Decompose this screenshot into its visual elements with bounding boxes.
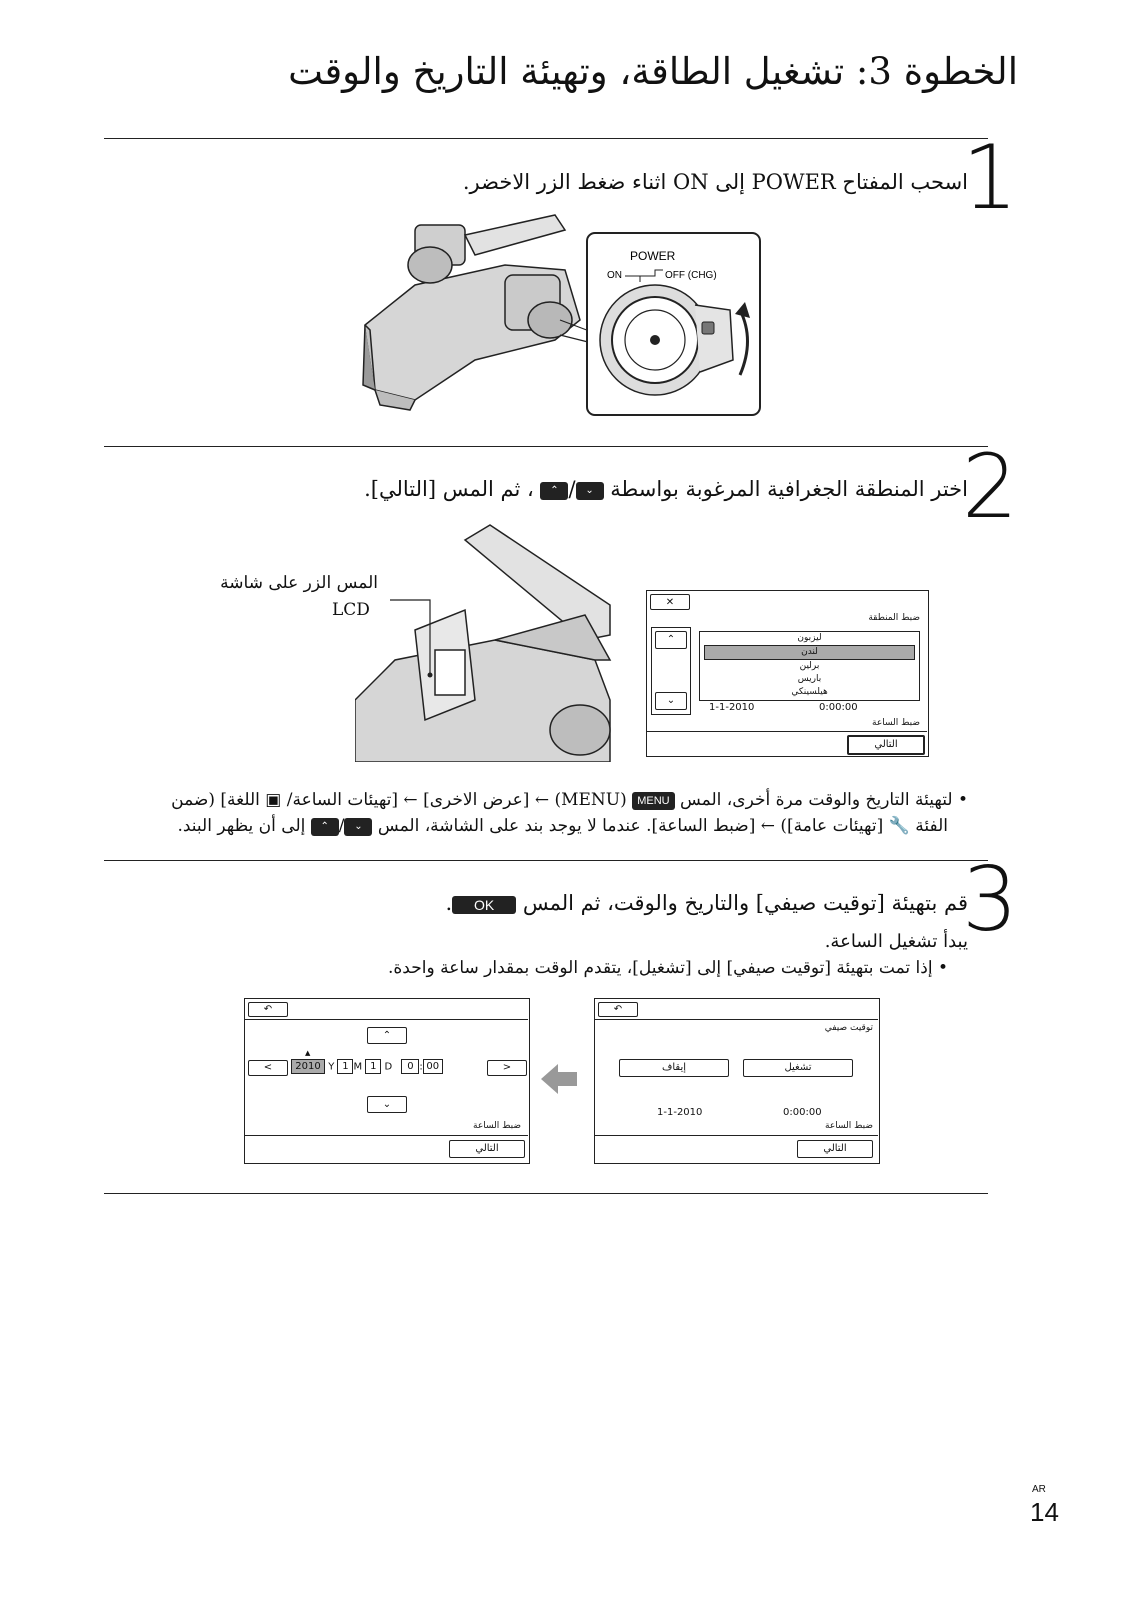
divider: [595, 1135, 878, 1136]
step-number: 3: [962, 848, 1018, 951]
year-unit: Y: [328, 1061, 335, 1073]
note-text: الفئة: [915, 816, 948, 836]
callout-text: المس الزر على شاشة: [220, 573, 378, 593]
power-label: POWER: [630, 249, 676, 263]
time-readout: 0:00:00: [783, 1107, 822, 1118]
on-label: ON: [607, 270, 622, 281]
divider: [104, 138, 988, 139]
date-entry-screen: [244, 998, 530, 1164]
divider: [104, 1193, 988, 1194]
callout-lcd: LCD: [332, 600, 370, 620]
colon: :: [419, 1061, 423, 1073]
note-text: إلى أن يظهر البند.: [177, 816, 306, 836]
up-button[interactable]: ⌃: [367, 1027, 407, 1044]
day-field[interactable]: 1: [365, 1059, 381, 1074]
step3-text-after: .: [445, 891, 453, 915]
date-readout: 1-1-2010: [709, 702, 755, 713]
off-button[interactable]: إيقاف: [619, 1059, 729, 1077]
scroll-down-button[interactable]: ⌄: [655, 692, 687, 710]
note-text: [تهيئات عامة]) ← [ضبط الساعة]. عندما لا يوجد بند على الشاشة، المس: [377, 816, 884, 836]
divider: [245, 1135, 528, 1136]
year-field[interactable]: 2010: [291, 1059, 325, 1074]
step2-text-before: اختر المنطقة الجغرافية المرغوبة بواسطة: [610, 477, 968, 501]
up-arrow-icon: ⌃: [311, 818, 339, 836]
clock-label: ضبط الساعة: [825, 1121, 873, 1131]
list-item[interactable]: هيلسينكي: [791, 687, 828, 697]
scroll-up-button[interactable]: ⌃: [655, 631, 687, 649]
step2-note-line1: [171, 790, 968, 810]
minute-field[interactable]: 00: [423, 1059, 443, 1074]
down-button[interactable]: ⌄: [367, 1096, 407, 1113]
back-button[interactable]: ↶: [248, 1002, 288, 1017]
divider: [595, 1019, 878, 1020]
step2-text-after: ، ثم المس [التالي].: [364, 477, 534, 501]
step2-note-line2: الفئة 🔧 [تهيئات عامة]) ← [ضبط الساعة]. عندما لا يوجد بند على الشاشة، المس ⌄/⌃ إلى أن يظهر البند.: [177, 816, 948, 836]
list-item[interactable]: برلين: [799, 661, 820, 671]
day-unit: D: [384, 1061, 393, 1073]
off-label: OFF (CHG): [665, 270, 717, 281]
left-button[interactable]: <: [248, 1060, 288, 1076]
dst-screen: [594, 998, 880, 1164]
language-code: AR: [1032, 1484, 1046, 1495]
camcorder-lcd-illustration: [355, 520, 615, 762]
step1-instruction: اسحب المفتاح POWER إلى ON اثناء ضغط الزر الاخضر.: [462, 170, 968, 194]
note-text: اللغة] (ضمن: [171, 790, 260, 810]
list-item[interactable]: باريس: [797, 674, 822, 684]
step3-text-before: قم بتهيئة [توقيت صيفي] والتاريخ والوقت، ثم المس: [522, 891, 968, 915]
divider: [104, 860, 988, 861]
time-readout: 0:00:00: [819, 702, 858, 713]
step2-instruction: [364, 477, 968, 501]
back-button[interactable]: ↶: [598, 1002, 638, 1017]
date-readout: 1-1-2010: [657, 1107, 703, 1118]
ok-chip: OK: [452, 896, 516, 914]
city-list: [699, 631, 920, 701]
next-button[interactable]: التالي: [449, 1140, 525, 1158]
selection-caret-icon: ▲: [305, 1049, 311, 1057]
month-unit: M: [353, 1061, 363, 1073]
date-fields: [291, 1059, 443, 1074]
list-item[interactable]: ليزبون: [797, 633, 822, 643]
close-button[interactable]: ✕: [650, 594, 690, 610]
divider: [245, 1019, 528, 1020]
on-button[interactable]: تشغيل: [743, 1059, 853, 1077]
right-button[interactable]: >: [487, 1060, 527, 1076]
divider: [647, 731, 927, 732]
camcorder-power-illustration: [355, 210, 775, 422]
step3-sub1: يبدأ تشغيل الساعة.: [824, 931, 968, 952]
page-number: 14: [1030, 1497, 1059, 1527]
down-arrow-icon: ⌄: [344, 818, 372, 836]
clock-label: ضبط الساعة: [473, 1121, 521, 1131]
region-settings-screen: [646, 590, 929, 757]
step3-sub2: • إذا تمت بتهيئة [توقيت صيفي] إلى [تشغيل]، يتقدم الوقت بمقدار ساعة واحدة.: [388, 958, 948, 978]
note-text: (MENU) ← [عرض الاخرى] ← [تهيئات الساعة/: [286, 790, 627, 810]
menu-chip: MENU: [632, 792, 674, 810]
hour-field[interactable]: 0: [401, 1059, 419, 1074]
step3-instruction: [445, 891, 968, 915]
next-button[interactable]: التالي: [797, 1140, 873, 1158]
separator: /: [568, 477, 576, 501]
arrow-left-icon: [541, 1062, 579, 1096]
page-title: الخطوة 3: تشغيل الطاقة، وتهيئة التاريخ والوقت: [288, 50, 1018, 93]
down-arrow-icon: ⌄: [576, 482, 604, 500]
dst-title: توقيت صيفي: [824, 1023, 873, 1033]
month-field[interactable]: 1: [337, 1059, 353, 1074]
up-arrow-icon: ⌃: [540, 482, 568, 500]
step-number: 1: [962, 126, 1018, 229]
region-title: ضبط المنطقة: [868, 613, 920, 623]
language-icon: ▣: [265, 790, 282, 810]
divider: [104, 446, 988, 447]
step-number: 2: [962, 435, 1018, 538]
next-button[interactable]: التالي: [847, 735, 925, 755]
note-text: • لتهيئة التاريخ والوقت مرة أخرى، المس: [679, 790, 968, 810]
clock-label: ضبط الساعة: [872, 718, 920, 728]
list-item-selected[interactable]: لندن: [704, 645, 915, 660]
wrench-icon: 🔧: [888, 816, 910, 836]
